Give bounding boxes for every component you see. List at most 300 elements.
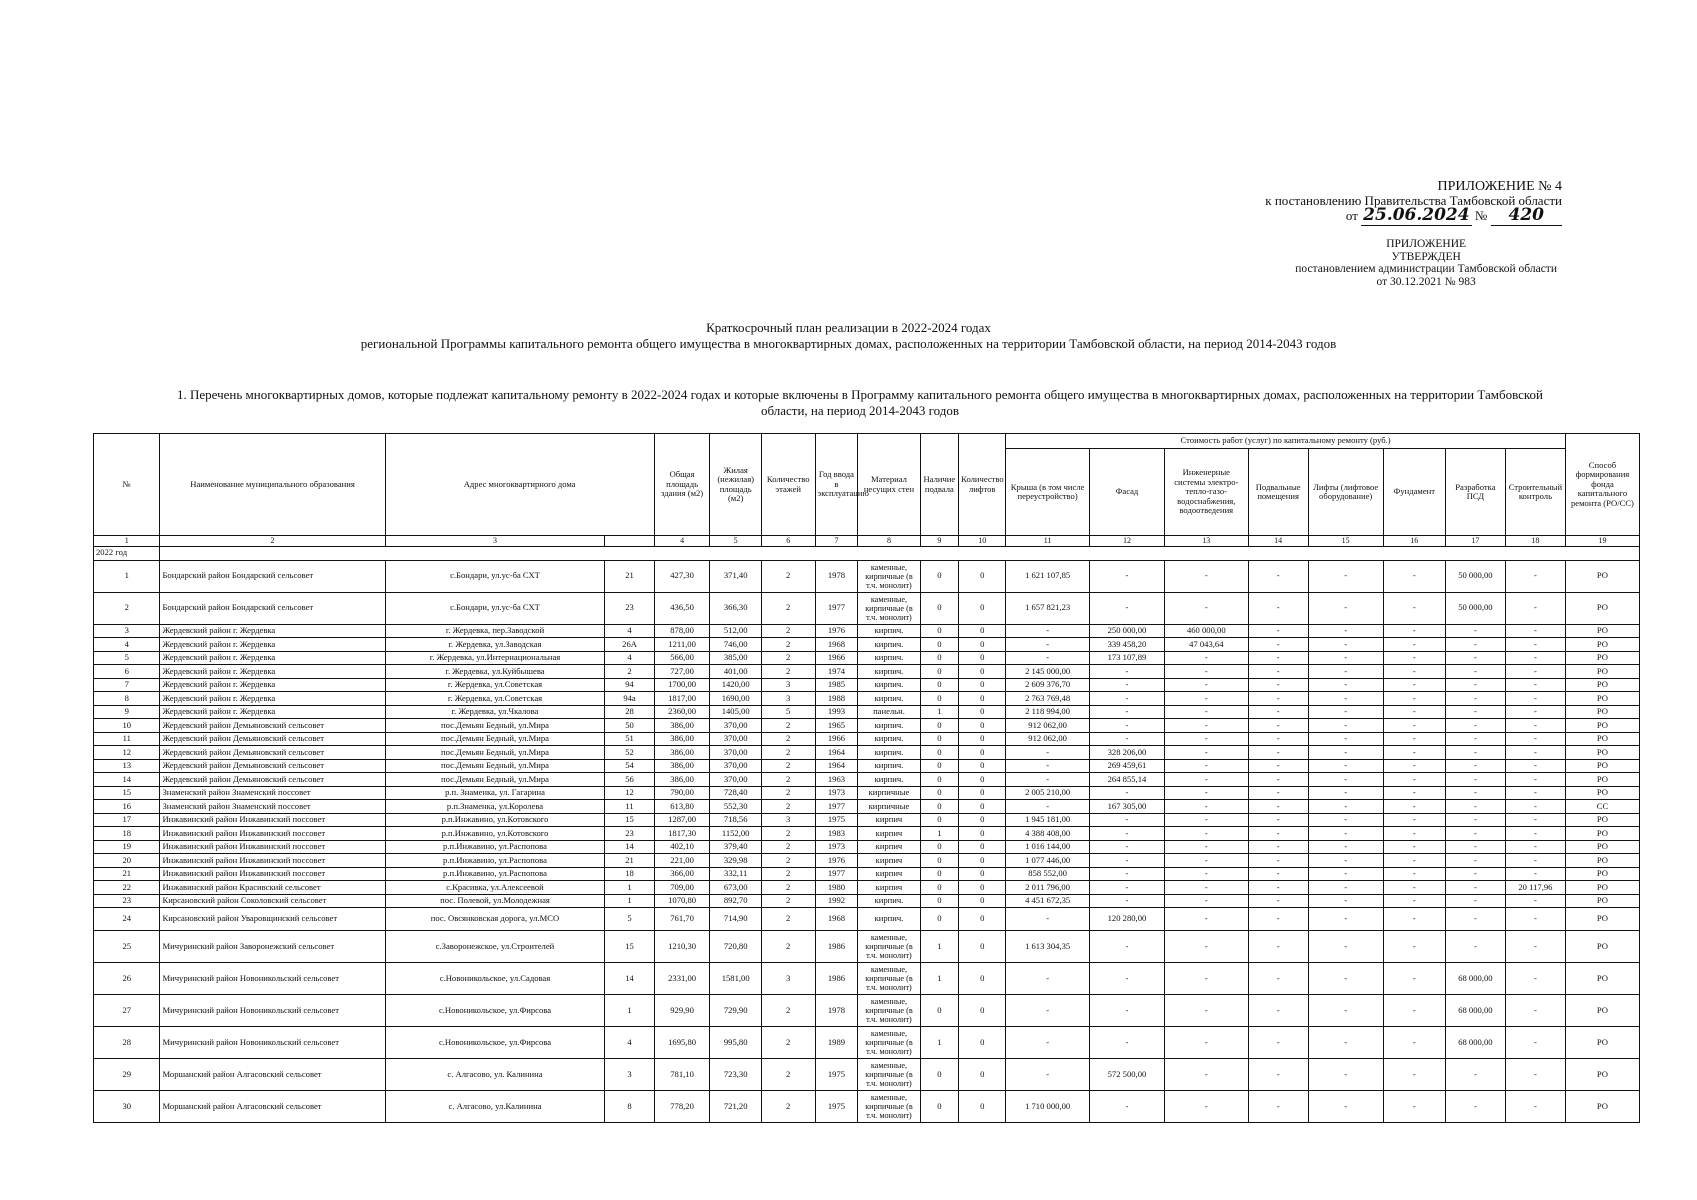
engineering-cost-cell: -: [1164, 746, 1248, 760]
table-row: [94, 759, 1640, 773]
living-area-cell: 673,00: [710, 881, 761, 895]
lift-equipment-cost-cell: -: [1308, 786, 1383, 800]
municipality-cell: Жердевский район г. Жердевка: [160, 624, 385, 638]
table-row: [94, 773, 1640, 787]
total-area-cell: 778,20: [654, 1091, 710, 1123]
table-row: [94, 881, 1640, 895]
header-lifts-equipment: Лифты (лифтовое оборудование): [1308, 449, 1383, 536]
table-row: [94, 908, 1640, 931]
lift-equipment-cost-cell: -: [1308, 931, 1383, 963]
method-cell: РО: [1565, 963, 1639, 995]
row-number: 4: [94, 638, 160, 652]
table-row: [94, 840, 1640, 854]
decree-number: 420: [1491, 205, 1563, 226]
row-number: 20: [94, 854, 160, 868]
header-psd: Разработка ПСД: [1445, 449, 1505, 536]
floors-cell: 5: [761, 705, 815, 719]
basement-rooms-cost-cell: -: [1248, 963, 1308, 995]
material-cell: кирпичные: [858, 800, 920, 814]
method-cell: РО: [1565, 732, 1639, 746]
facade-cost-cell: -: [1089, 1027, 1164, 1059]
total-area-cell: 878,00: [654, 624, 710, 638]
method-cell: РО: [1565, 1059, 1639, 1091]
total-area-cell: 402,10: [654, 840, 710, 854]
lifts-cell: 0: [959, 732, 1006, 746]
engineering-cost-cell: -: [1164, 881, 1248, 895]
facade-cost-cell: -: [1089, 678, 1164, 692]
roof-cost-cell: 4 451 672,35: [1006, 894, 1090, 908]
address-cell: с.Бондари, ул.ус-ба СХТ: [385, 592, 605, 624]
engineering-cost-cell: -: [1164, 692, 1248, 706]
construction-control-cost-cell: -: [1505, 705, 1565, 719]
basement-rooms-cost-cell: -: [1248, 651, 1308, 665]
address-cell: с.Новоникольское, ул.Фирсова: [385, 995, 605, 1027]
method-cell: РО: [1565, 759, 1639, 773]
year-cell: 1992: [815, 894, 858, 908]
municipality-cell: Моршанский район Алгасовский сельсовет: [160, 1091, 385, 1123]
basement-cell: 0: [920, 894, 959, 908]
construction-control-cost-cell: -: [1505, 963, 1565, 995]
row-number: 27: [94, 995, 160, 1027]
row-number: 8: [94, 692, 160, 706]
basement-rooms-cost-cell: -: [1248, 692, 1308, 706]
house-number-cell: 21: [605, 560, 654, 592]
address-cell: р.п.Инжавино, ул.Распопова: [385, 867, 605, 881]
row-number: 5: [94, 651, 160, 665]
facade-cost-cell: -: [1089, 592, 1164, 624]
basement-cell: 0: [920, 800, 959, 814]
roof-cost-cell: 912 062,00: [1006, 719, 1090, 733]
house-number-cell: 21: [605, 854, 654, 868]
header-facade: Фасад: [1089, 449, 1164, 536]
address-cell: г. Жердевка, ул.Чкалова: [385, 705, 605, 719]
engineering-cost-cell: -: [1164, 592, 1248, 624]
method-cell: РО: [1565, 1091, 1639, 1123]
basement-cell: 0: [920, 560, 959, 592]
basement-cell: 0: [920, 908, 959, 931]
method-cell: РО: [1565, 746, 1639, 760]
year-cell: 1986: [815, 963, 858, 995]
row-number: 10: [94, 719, 160, 733]
address-cell: р.п.Инжавино, ул.Котовского: [385, 813, 605, 827]
municipality-cell: Жердевский район Демьяновский сельсовет: [160, 719, 385, 733]
engineering-cost-cell: -: [1164, 560, 1248, 592]
header-address: Адрес многоквартирного дома: [385, 434, 654, 536]
basement-rooms-cost-cell: -: [1248, 908, 1308, 931]
total-area-cell: 781,10: [654, 1059, 710, 1091]
living-area-cell: 1152,00: [710, 827, 761, 841]
table-row: [94, 719, 1640, 733]
table-row: [94, 854, 1640, 868]
basement-cell: 0: [920, 746, 959, 760]
address-cell: пос.Демьян Бедный, ул.Мира: [385, 759, 605, 773]
material-cell: кирпич: [858, 854, 920, 868]
approved-appendix: ПРИЛОЖЕНИЕ: [1386, 238, 1467, 250]
living-area-cell: 1690,00: [710, 692, 761, 706]
material-cell: каменные, кирпичные (в т.ч. монолит): [858, 560, 920, 592]
psd-cost-cell: -: [1445, 732, 1505, 746]
basement-cell: 0: [920, 854, 959, 868]
roof-cost-cell: 2 005 210,00: [1006, 786, 1090, 800]
roof-cost-cell: -: [1006, 963, 1090, 995]
lifts-cell: 0: [959, 638, 1006, 652]
lift-equipment-cost-cell: -: [1308, 800, 1383, 814]
foundation-cost-cell: -: [1383, 840, 1445, 854]
header-method: Способ формирования фонда капитального ремонта (РО/СС): [1565, 434, 1639, 536]
foundation-cost-cell: -: [1383, 995, 1445, 1027]
section-heading-line-2: области, на период 2014-2043 годов: [760, 403, 960, 418]
engineering-cost-cell: -: [1164, 786, 1248, 800]
lifts-cell: 0: [959, 800, 1006, 814]
municipality-cell: Жердевский район Демьяновский сельсовет: [160, 759, 385, 773]
basement-rooms-cost-cell: -: [1248, 638, 1308, 652]
facade-cost-cell: 173 107,89: [1089, 651, 1164, 665]
roof-cost-cell: 912 062,00: [1006, 732, 1090, 746]
municipality-cell: Инжавинский район Инжавинский поссовет: [160, 854, 385, 868]
column-number: 2: [160, 536, 385, 547]
total-area-cell: 436,50: [654, 592, 710, 624]
foundation-cost-cell: -: [1383, 773, 1445, 787]
method-cell: РО: [1565, 813, 1639, 827]
header-basement-rooms: Подвальные помещения: [1248, 449, 1308, 536]
facade-cost-cell: -: [1089, 867, 1164, 881]
address-cell: с.Новоникольское, ул.Фирсова: [385, 1027, 605, 1059]
approved-date: от 30.12.2021 № 983: [1376, 275, 1476, 288]
foundation-cost-cell: -: [1383, 800, 1445, 814]
roof-cost-cell: 858 552,00: [1006, 867, 1090, 881]
method-cell: РО: [1565, 881, 1639, 895]
municipality-cell: Жердевский район Демьяновский сельсовет: [160, 732, 385, 746]
foundation-cost-cell: -: [1383, 692, 1445, 706]
appendix-decree-line: к постановлению Правительства Тамбовской области: [1265, 193, 1562, 208]
column-number: 9: [920, 536, 959, 547]
basement-cell: 0: [920, 719, 959, 733]
psd-cost-cell: -: [1445, 692, 1505, 706]
method-cell: РО: [1565, 773, 1639, 787]
roof-cost-cell: -: [1006, 651, 1090, 665]
year-cell: 1980: [815, 881, 858, 895]
header-engineering: Инженерные системы электро-тепло-газо-водоснабжения, водоотведения: [1164, 449, 1248, 536]
engineering-cost-cell: -: [1164, 931, 1248, 963]
roof-cost-cell: 2 145 000,00: [1006, 665, 1090, 679]
year-cell: 1976: [815, 624, 858, 638]
address-cell: г. Жердевка, пер.Заводской: [385, 624, 605, 638]
header-floors: Количество этажей: [761, 434, 815, 536]
method-cell: РО: [1565, 592, 1639, 624]
roof-cost-cell: 2 609 376,70: [1006, 678, 1090, 692]
column-numbers-row: [94, 536, 1640, 547]
house-number-cell: 94: [605, 678, 654, 692]
psd-cost-cell: 68 000,00: [1445, 1027, 1505, 1059]
roof-cost-cell: 1 657 821,23: [1006, 592, 1090, 624]
municipality-cell: Жердевский район Демьяновский сельсовет: [160, 746, 385, 760]
row-number: 6: [94, 665, 160, 679]
municipality-cell: Бондарский район Бондарский сельсовет: [160, 592, 385, 624]
municipality-cell: Инжавинский район Инжавинский поссовет: [160, 867, 385, 881]
roof-cost-cell: -: [1006, 746, 1090, 760]
house-number-cell: 12: [605, 786, 654, 800]
living-area-cell: 1420,00: [710, 678, 761, 692]
lift-equipment-cost-cell: -: [1308, 894, 1383, 908]
material-cell: кирпич.: [858, 692, 920, 706]
material-cell: кирпич.: [858, 759, 920, 773]
lifts-cell: 0: [959, 1091, 1006, 1123]
psd-cost-cell: -: [1445, 867, 1505, 881]
basement-cell: 0: [920, 651, 959, 665]
engineering-cost-cell: -: [1164, 678, 1248, 692]
lifts-cell: 0: [959, 963, 1006, 995]
lift-equipment-cost-cell: -: [1308, 1091, 1383, 1123]
material-cell: кирпич.: [858, 732, 920, 746]
material-cell: кирпич.: [858, 624, 920, 638]
facade-cost-cell: -: [1089, 732, 1164, 746]
construction-control-cost-cell: -: [1505, 840, 1565, 854]
address-cell: пос. Овсянковская дорога, ул.МСО: [385, 908, 605, 931]
lifts-cell: 0: [959, 705, 1006, 719]
psd-cost-cell: -: [1445, 719, 1505, 733]
material-cell: каменные, кирпичные (в т.ч. монолит): [858, 592, 920, 624]
engineering-cost-cell: -: [1164, 908, 1248, 931]
method-cell: РО: [1565, 908, 1639, 931]
column-number: 17: [1445, 536, 1505, 547]
psd-cost-cell: -: [1445, 1059, 1505, 1091]
table-row: [94, 692, 1640, 706]
municipality-cell: Инжавинский район Красивский сельсовет: [160, 881, 385, 895]
row-number: 3: [94, 624, 160, 638]
roof-cost-cell: 2 011 796,00: [1006, 881, 1090, 895]
column-number: 12: [1089, 536, 1164, 547]
section-heading: [100, 387, 1620, 419]
engineering-cost-cell: -: [1164, 719, 1248, 733]
lifts-cell: 0: [959, 867, 1006, 881]
lift-equipment-cost-cell: -: [1308, 759, 1383, 773]
municipality-cell: Знаменский район Знаменский поссовет: [160, 800, 385, 814]
method-cell: РО: [1565, 1027, 1639, 1059]
basement-cell: 0: [920, 732, 959, 746]
foundation-cost-cell: -: [1383, 560, 1445, 592]
living-area-cell: 370,00: [710, 732, 761, 746]
basement-cell: 0: [920, 813, 959, 827]
basement-cell: 0: [920, 624, 959, 638]
header-cost-group: Стоимость работ (услуг) по капитальному ремонту (руб.): [1006, 434, 1566, 449]
appendix-reference: [1345, 205, 1562, 225]
material-cell: каменные, кирпичные (в т.ч. монолит): [858, 995, 920, 1027]
psd-cost-cell: -: [1445, 840, 1505, 854]
lifts-cell: 0: [959, 813, 1006, 827]
facade-cost-cell: -: [1089, 995, 1164, 1027]
table-row: [94, 827, 1640, 841]
living-area-cell: 370,00: [710, 746, 761, 760]
construction-control-cost-cell: -: [1505, 651, 1565, 665]
living-area-cell: 512,00: [710, 624, 761, 638]
header-foundation: Фундамент: [1383, 449, 1445, 536]
total-area-cell: 1695,80: [654, 1027, 710, 1059]
facade-cost-cell: -: [1089, 963, 1164, 995]
engineering-cost-cell: -: [1164, 1059, 1248, 1091]
table-row: [94, 800, 1640, 814]
psd-cost-cell: -: [1445, 800, 1505, 814]
psd-cost-cell: 50 000,00: [1445, 592, 1505, 624]
engineering-cost-cell: -: [1164, 1027, 1248, 1059]
facade-cost-cell: -: [1089, 854, 1164, 868]
method-cell: РО: [1565, 840, 1639, 854]
total-area-cell: 386,00: [654, 773, 710, 787]
column-number: 8: [858, 536, 920, 547]
municipality-cell: Кирсановский район Соколовский сельсовет: [160, 894, 385, 908]
municipality-cell: Инжавинский район Инжавинский поссовет: [160, 813, 385, 827]
roof-cost-cell: 1 621 107,85: [1006, 560, 1090, 592]
lift-equipment-cost-cell: -: [1308, 995, 1383, 1027]
material-cell: кирпич: [858, 827, 920, 841]
floors-cell: 2: [761, 759, 815, 773]
address-cell: г. Жердевка, ул.Интернациональная: [385, 651, 605, 665]
facade-cost-cell: -: [1089, 705, 1164, 719]
method-cell: РО: [1565, 867, 1639, 881]
facade-cost-cell: -: [1089, 692, 1164, 706]
engineering-cost-cell: -: [1164, 995, 1248, 1027]
total-area-cell: 727,00: [654, 665, 710, 679]
foundation-cost-cell: -: [1383, 638, 1445, 652]
address-cell: с.Новоникольское, ул.Садовая: [385, 963, 605, 995]
row-number: 21: [94, 867, 160, 881]
row-number: 1: [94, 560, 160, 592]
house-number-cell: 14: [605, 963, 654, 995]
foundation-cost-cell: -: [1383, 867, 1445, 881]
living-area-cell: 995,80: [710, 1027, 761, 1059]
lifts-cell: 0: [959, 1027, 1006, 1059]
total-area-cell: 1700,00: [654, 678, 710, 692]
facade-cost-cell: -: [1089, 827, 1164, 841]
construction-control-cost-cell: -: [1505, 931, 1565, 963]
municipality-cell: Жердевский район г. Жердевка: [160, 638, 385, 652]
foundation-cost-cell: -: [1383, 624, 1445, 638]
floors-cell: 2: [761, 732, 815, 746]
address-cell: г. Жердевка, ул.Советская: [385, 692, 605, 706]
construction-control-cost-cell: -: [1505, 867, 1565, 881]
basement-cell: 0: [920, 638, 959, 652]
lifts-cell: 0: [959, 692, 1006, 706]
municipality-cell: Жердевский район г. Жердевка: [160, 692, 385, 706]
method-cell: РО: [1565, 692, 1639, 706]
material-cell: кирпич.: [858, 773, 920, 787]
basement-cell: 0: [920, 773, 959, 787]
facade-cost-cell: -: [1089, 931, 1164, 963]
table-row: [94, 786, 1640, 800]
basement-rooms-cost-cell: -: [1248, 1059, 1308, 1091]
column-number: 13: [1164, 536, 1248, 547]
column-number: 3: [385, 536, 605, 547]
floors-cell: 2: [761, 840, 815, 854]
engineering-cost-cell: -: [1164, 813, 1248, 827]
living-area-cell: 332,11: [710, 867, 761, 881]
foundation-cost-cell: -: [1383, 732, 1445, 746]
address-cell: р.п.Инжавино, ул.Распопова: [385, 854, 605, 868]
house-number-cell: 51: [605, 732, 654, 746]
total-area-cell: 613,80: [654, 800, 710, 814]
lift-equipment-cost-cell: -: [1308, 624, 1383, 638]
row-number: 30: [94, 1091, 160, 1123]
living-area-cell: 721,20: [710, 1091, 761, 1123]
roof-cost-cell: 1 077 446,00: [1006, 854, 1090, 868]
lift-equipment-cost-cell: -: [1308, 746, 1383, 760]
foundation-cost-cell: -: [1383, 1059, 1445, 1091]
material-cell: каменные, кирпичные (в т.ч. монолит): [858, 1027, 920, 1059]
address-cell: пос. Полевой, ул.Молодежная: [385, 894, 605, 908]
floors-cell: 2: [761, 881, 815, 895]
column-number: 18: [1505, 536, 1565, 547]
engineering-cost-cell: -: [1164, 840, 1248, 854]
basement-rooms-cost-cell: -: [1248, 813, 1308, 827]
roof-cost-cell: 4 388 408,00: [1006, 827, 1090, 841]
basement-rooms-cost-cell: -: [1248, 1027, 1308, 1059]
table-row: [94, 931, 1640, 963]
address-cell: р.п. Знаменка, ул. Гагарина: [385, 786, 605, 800]
table-row: [94, 732, 1640, 746]
method-cell: РО: [1565, 995, 1639, 1027]
municipality-cell: Кирсановский район Уваровщинский сельсовет: [160, 908, 385, 931]
table-row: [94, 665, 1640, 679]
facade-cost-cell: -: [1089, 560, 1164, 592]
address-cell: р.п.Знаменка, ул.Королева: [385, 800, 605, 814]
table-row: [94, 651, 1640, 665]
total-area-cell: 386,00: [654, 732, 710, 746]
municipality-cell: Бондарский район Бондарский сельсовет: [160, 560, 385, 592]
year-cell: 1963: [815, 773, 858, 787]
foundation-cost-cell: -: [1383, 719, 1445, 733]
address-cell: г. Жердевка, ул.Куйбышева: [385, 665, 605, 679]
facade-cost-cell: -: [1089, 881, 1164, 895]
construction-control-cost-cell: -: [1505, 773, 1565, 787]
floors-cell: 2: [761, 560, 815, 592]
floors-cell: 2: [761, 1027, 815, 1059]
house-number-cell: 23: [605, 592, 654, 624]
lift-equipment-cost-cell: -: [1308, 651, 1383, 665]
address-cell: р.п.Инжавино, ул.Распопова: [385, 840, 605, 854]
column-number: 16: [1383, 536, 1445, 547]
year-row-filler: [160, 546, 1640, 560]
address-cell: с. Алгасово, ул. Калинина: [385, 1059, 605, 1091]
construction-control-cost-cell: -: [1505, 1059, 1565, 1091]
material-cell: каменные, кирпичные (в т.ч. монолит): [858, 1059, 920, 1091]
document-title-line-1: Краткосрочный план реализации в 2022-2024 годах: [706, 320, 991, 335]
total-area-cell: 790,00: [654, 786, 710, 800]
lifts-cell: 0: [959, 773, 1006, 787]
total-area-cell: 929,90: [654, 995, 710, 1027]
header-material: Материал несущих стен: [858, 434, 920, 536]
approved-by: постановлением администрации Тамбовской области: [1295, 263, 1557, 275]
basement-rooms-cost-cell: -: [1248, 560, 1308, 592]
floors-cell: 2: [761, 931, 815, 963]
foundation-cost-cell: -: [1383, 908, 1445, 931]
basement-rooms-cost-cell: -: [1248, 995, 1308, 1027]
lift-equipment-cost-cell: -: [1308, 813, 1383, 827]
basement-rooms-cost-cell: -: [1248, 800, 1308, 814]
house-number-cell: 3: [605, 1059, 654, 1091]
floors-cell: 2: [761, 827, 815, 841]
facade-cost-cell: -: [1089, 840, 1164, 854]
facade-cost-cell: -: [1089, 813, 1164, 827]
method-cell: РО: [1565, 678, 1639, 692]
facade-cost-cell: 250 000,00: [1089, 624, 1164, 638]
basement-rooms-cost-cell: -: [1248, 854, 1308, 868]
floors-cell: 3: [761, 692, 815, 706]
roof-cost-cell: -: [1006, 1059, 1090, 1091]
psd-cost-cell: -: [1445, 1091, 1505, 1123]
house-number-cell: 54: [605, 759, 654, 773]
engineering-cost-cell: -: [1164, 759, 1248, 773]
row-number: 19: [94, 840, 160, 854]
total-area-cell: 1070,80: [654, 894, 710, 908]
